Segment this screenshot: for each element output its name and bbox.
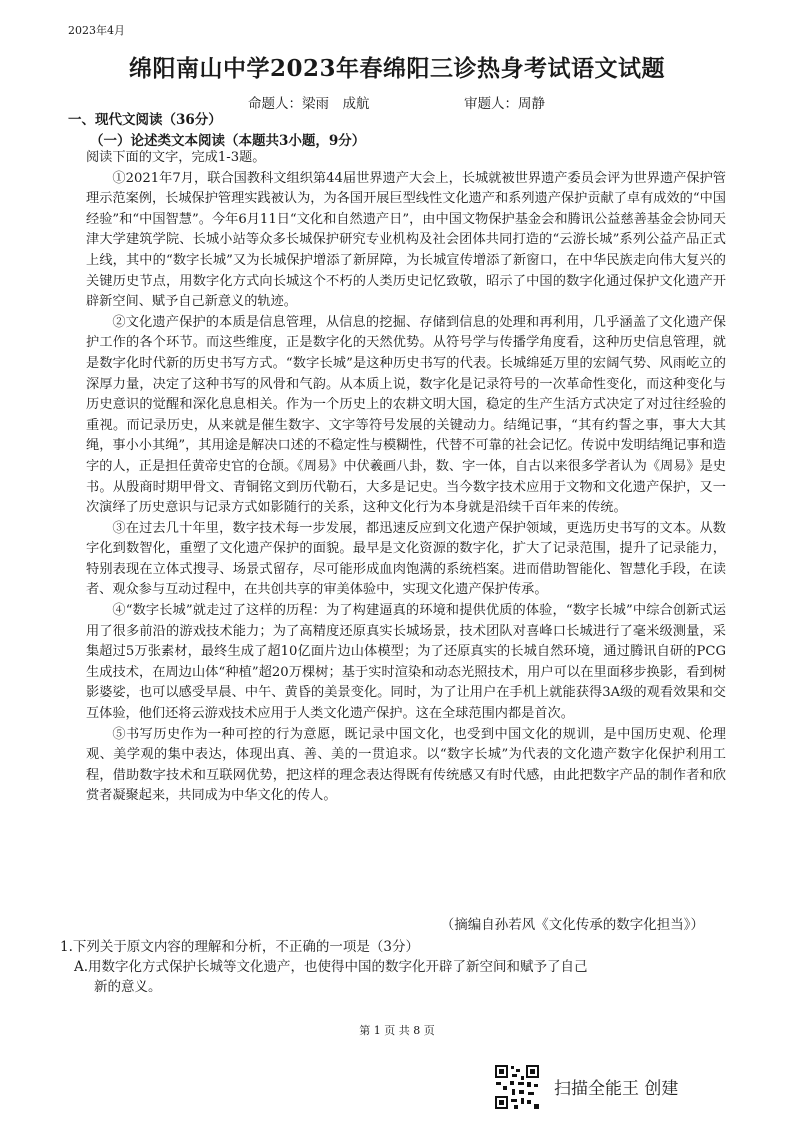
paragraph-3: ③在过去几十年里，数字技术每一步发展，都迅速反应到文化遗产保护领域，更选历史书写的文本。从数字化到数智化，重塑了文化遗产保护的面貌。最早是文化资源的数字化，扩大了记录范围，提升了记录能力，特别表现在立体式搜寻、场景式留存，尽可能形成血肉饱满的系统档案。进而借助智能化、智慧化手段，在读者、观众参与互动过程中，在共创共享的审美体验中，实现文化遗产保护传承。: [86, 520, 726, 598]
paragraph-5: ⑤书写历史作为一种可控的行为意愿，既记录中国文化，也受到中国文化的规训，是中国历史观、伦理观、美学观的集中表达，体现出真、善、美的一贯追求。以“数字长城”为代表的文化遗产数字化保护利用工程，借助数字技术和互联网优势，把这样的理念表达得既有传统感又有时代感，由此把数字产品的制作者和欣赏者凝聚起来，共同成为中华文化的传人。: [86, 726, 726, 804]
reviewer: 审题人：周静: [464, 96, 545, 112]
setters: 命题人：梁雨 成航: [248, 96, 370, 112]
paragraph-4: ④“数字长城”就走过了这样的历程：为了构建逼真的环境和提供优质的体验，“数字长城”中综合创新式运用了很多前沿的游戏技术能力；为了高精度还原真实长城场景，技术团队对喜峰口长城进行了毫米级测量，采集超过5万张素材，最终生成了超10亿面片边山体模型；为了还原真实的长城自然环境，通过腾讯自研的PCG生成技术，在周边山体“种植”超20万棵树；基于实时渲染和动态光照技术，用户可以在里面移步换影，看到树影婆娑，也可以感受早晨、中午、黄昏的美景变化。同时，为了让用户在手机上就能获得3A级的观看效果和交互体验，他们还将云游戏技术应用于人类文化遗产保护。这在全球范围内都是首次。: [86, 603, 726, 722]
qr-code-icon: [494, 1064, 540, 1110]
exam-title: 绵阳南山中学2023年春绵阳三诊热身考试语文试题: [128, 55, 665, 82]
scanner-watermark: [494, 1064, 744, 1114]
option-a-continued: 新的意义。: [94, 979, 162, 995]
exam-date: 2023年4月: [68, 24, 125, 37]
paragraph-2: ②文化遗产保护的本质是信息管理，从信息的挖掘、存储到信息的处理和再利用，几乎涵盖了文化遗产保护工作的各个环节。而这些维度，正是数字化的天然优势。从符号学与传播学角度看，这种历史信息管理，就是数字化时代新的历史书写方式。“数字长城”是这种历史书写的代表。长城绵延万里的宏阔气势、风雨屹立的深厚力量，决定了这种书写的风骨和气韵。从本质上说，数字化是记录符号的一次革命性变化，而这种变化与历史意识的觉醒和深化息息相关。作为一个历史上的农耕文明大国，稳定的生产生活方式决定了对过往经验的重视。而记录历史，从来就是催生数字、文字等符号发展的关键动力。结绳记事，“其有约誓之事，事大大其绳，事小小其绳”，其用途是解决口述的不稳定性与模糊性，代替不可靠的社会记忆。传说中发明结绳记事和造字的人，正是担任黄帝史官的仓颉。《周易》中伏羲画八卦，数、字一体，自古以来很多学者认为《周易》是史书。从殷商时期甲骨文、青铜铭文到历代勒石，大多是记史。当今数字技术应用于文物和文化遗产保护，又一次演绎了历史意识与记录方式如影随行的关系，这种文化行为本身就是沿续千百年来的传统。: [86, 314, 726, 516]
section-heading: 一、现代文阅读（36分）: [68, 112, 222, 128]
instruction: 阅读下面的文字，完成1-3题。: [86, 150, 266, 165]
question-stem: 1.下列关于原文内容的理解和分析，不正确的一项是（3分）: [60, 939, 419, 955]
paragraph-1: ①2021年7月，联合国教科文组织第44届世界遗产大会上，长城就被世界遗产委员会评为世界遗产保护管理示范案例，长城保护管理实践被认为，为各国开展巨型线性文化遗产和系列遗产保护贡献了卓有成效的“中国经验”和“中国智慧”。今年6月11日“文化和自然遗产日”，由中国文物保护基金会和腾讯公益慈善基金会协同天津大学建筑学院、长城小站等众多长城保护研究专业机构及社会团体共同打造的“云游长城”系列公益产品正式上线，其中的“数字长城”又为长城保护增添了新屏障，为长城宣传增添了新窗口，在中华民族走向伟大复兴的关键历史节点，用数字化方式向长城这个不朽的人类历史记忆致敬，昭示了中国的数字化通过保护文化遗产开辟新空间、赋予自己新意义的轨迹。: [86, 170, 726, 310]
reading-passage: [86, 148, 726, 807]
question-1: [60, 937, 720, 997]
option-a: A.用数字化方式保护长城等文化遗产，也使得中国的数字化开辟了新空间和赋予了自己: [74, 959, 588, 975]
scanner-label: 扫描全能王 创建: [554, 1079, 679, 1099]
page-footer: 第 1 页 共 8 页: [359, 1024, 435, 1037]
source-citation: （摘编自孙若风《文化传承的数字化担当》）: [440, 917, 704, 933]
subsection-heading: （一）论述类文本阅读（本题共3小题，9分）: [90, 133, 366, 149]
